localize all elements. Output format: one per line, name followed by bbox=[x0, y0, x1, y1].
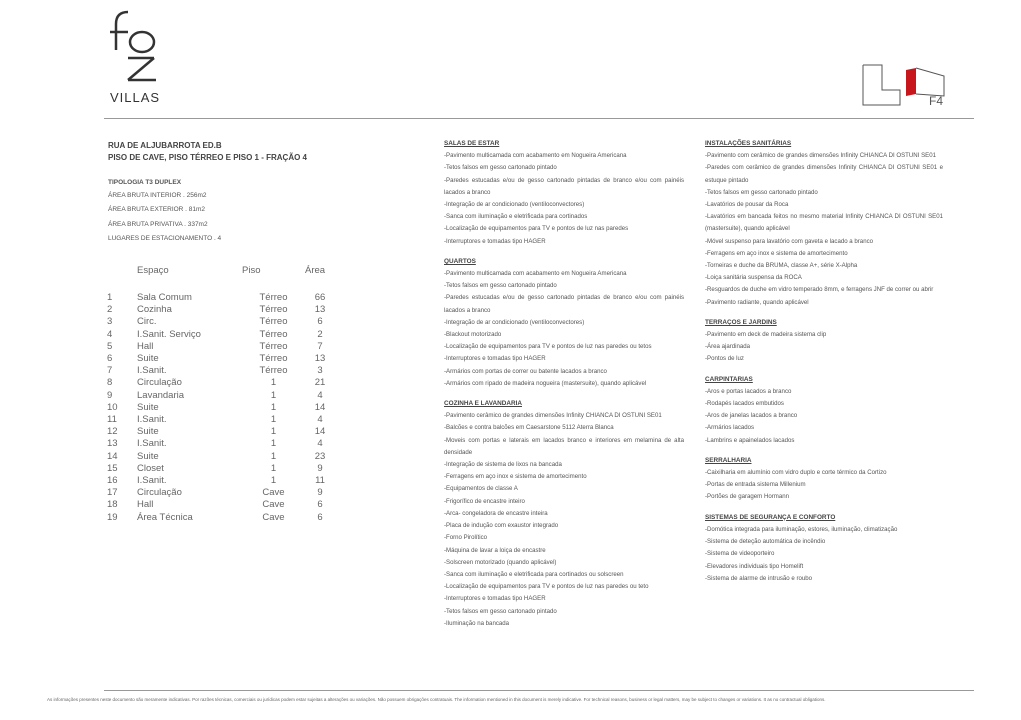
row-floor: Cave bbox=[262, 511, 285, 523]
list-item: -Máquina de lavar a loiça de encastre bbox=[444, 546, 546, 554]
list-item: -Balcões e contra balcões em Caesarstone 5112 Aterra Blanca bbox=[444, 424, 614, 432]
row-space: I.Sanit. bbox=[137, 438, 167, 450]
list-item: -Portas de entrada sistema Millenium bbox=[705, 481, 806, 489]
row-area: 6 bbox=[317, 511, 323, 523]
row-area: 4 bbox=[317, 414, 323, 426]
area-private: ÁREA BRUTA PRIVATIVA . 337m2 bbox=[108, 221, 208, 228]
row-number: 10 bbox=[107, 401, 118, 413]
finishes-column-middle bbox=[444, 138, 684, 638]
row-number: 5 bbox=[107, 340, 113, 352]
table-row bbox=[107, 402, 335, 414]
disclaimer: As informações presentes neste documento são meramente indicativas. Por razões técnicas, comerciais ou jurídicas podem estar sujeitas a alterações ou variações. Não possuem obrigações contratuais. The information mentioned in this document is merely indicative. For technical reasons, business or legal matters, may be subject to changes or variations. It as no contractual obligations. bbox=[47, 697, 826, 702]
typology: TIPOLOGIA T3 DUPLEX bbox=[108, 179, 182, 186]
table-row bbox=[107, 475, 335, 487]
list-item: -Lavatórios de pousar da Roca bbox=[705, 201, 789, 209]
row-floor: Térreo bbox=[259, 340, 288, 352]
row-number: 6 bbox=[107, 353, 113, 365]
floors-title: PISO DE CAVE, PISO TÉRREO E PISO 1 - FRAÇÃO 4 bbox=[108, 153, 307, 162]
row-floor: 1 bbox=[270, 401, 277, 413]
row-area: 13 bbox=[314, 304, 326, 316]
header-space: Espaço bbox=[137, 265, 169, 276]
row-space: Hall bbox=[137, 499, 154, 511]
list-item: -Interruptores e tomadas tipo HAGER bbox=[444, 237, 546, 245]
row-floor: 1 bbox=[270, 377, 277, 389]
row-floor: Térreo bbox=[259, 316, 288, 328]
row-space: Circulação bbox=[137, 377, 182, 389]
row-area: 14 bbox=[314, 426, 326, 438]
list-item: -Iluminação na bancada bbox=[444, 619, 510, 627]
row-space: Hall bbox=[137, 340, 154, 352]
table-row bbox=[107, 438, 335, 450]
list-item: -Pavimento cerâmico de grandes dimensões Infinity CHIANCA DI OSTUNI SE01 bbox=[444, 412, 662, 420]
table-row bbox=[107, 341, 335, 353]
list-item: -Pavimento radiante, quando aplicável bbox=[705, 298, 809, 306]
section-title: SERRALHARIA bbox=[705, 456, 752, 464]
row-floor: 1 bbox=[270, 426, 277, 438]
address-title: RUA DE ALJUBARROTA ED.B bbox=[108, 141, 222, 150]
list-item: -Sanca com iluminação e eletrificada para cortinados ou solscreen bbox=[444, 570, 624, 578]
list-item: -Pontos de luz bbox=[705, 355, 744, 363]
row-number: 12 bbox=[107, 426, 118, 438]
list-item: -Paredes estucadas e/ou de gesso cartonado pintadas de branco e/ou com painéis lacados a branco bbox=[444, 294, 684, 314]
row-number: 11 bbox=[107, 414, 117, 426]
list-item: -Pavimento multicamada com acabamento em Nogueira Americana bbox=[444, 270, 627, 278]
row-area: 66 bbox=[314, 292, 326, 303]
row-space: Suite bbox=[137, 426, 159, 438]
spaces-table-header bbox=[107, 265, 335, 292]
section-title: SISTEMAS DE SEGURANÇA E CONFORTO bbox=[705, 513, 836, 521]
table-row bbox=[107, 499, 335, 511]
table-row bbox=[107, 329, 335, 341]
list-item: -Sistema de deteção automática de incêndio bbox=[705, 538, 826, 546]
header-number bbox=[107, 265, 137, 292]
row-space: I.Sanit. bbox=[137, 365, 167, 377]
row-floor: 1 bbox=[270, 414, 277, 426]
finishes-section bbox=[444, 138, 684, 248]
row-area: 7 bbox=[317, 340, 323, 352]
list-item: -Tetos falsos em gesso cartonado pintado bbox=[444, 164, 557, 172]
row-floor: 1 bbox=[270, 389, 277, 401]
row-space: Circulação bbox=[137, 487, 182, 499]
row-area: 23 bbox=[314, 450, 326, 462]
table-row bbox=[107, 390, 335, 402]
row-floor: 1 bbox=[270, 438, 277, 450]
section-title: QUARTOS bbox=[444, 257, 476, 265]
table-row bbox=[107, 365, 335, 377]
list-item: -Resguardos de duche em vidro temperado 8mm, e ferragens JNF de correr ou abrir bbox=[705, 286, 934, 294]
list-item: -Portões de garagem Hormann bbox=[705, 493, 790, 501]
list-item: -Integração de ar condicionado (ventiloconvectores) bbox=[444, 201, 585, 209]
list-item: -Pavimento em deck de madeira sistema clip bbox=[705, 331, 827, 339]
list-item: -Caixilharia em alumínio com vidro duplo e corte térmico da Cortizo bbox=[705, 469, 887, 477]
row-space: Suite bbox=[137, 450, 159, 462]
list-item: -Solscreen motorizado (quando aplicável) bbox=[444, 558, 557, 566]
header-floor: Piso bbox=[242, 265, 261, 276]
list-item: -Torneiras e duche da BRUMA, classe A+, série X-Alpha bbox=[705, 262, 858, 270]
list-item: -Móvel suspenso para lavatório com gaveta e lacado a branco bbox=[705, 237, 874, 245]
list-item: -Sistema de videoporteiro bbox=[705, 550, 775, 558]
list-item: -Tetos falsos em gesso cartonado pintado bbox=[705, 188, 818, 196]
foz-logo-mark bbox=[108, 10, 168, 85]
row-space: Cozinha bbox=[137, 304, 172, 316]
row-number: 16 bbox=[107, 475, 118, 487]
spaces-table bbox=[107, 265, 335, 524]
row-area: 2 bbox=[317, 328, 323, 340]
finishes-section bbox=[705, 317, 943, 366]
row-area: 21 bbox=[314, 377, 326, 389]
row-area: 3 bbox=[317, 365, 323, 377]
row-space: Lavandaria bbox=[137, 389, 185, 401]
row-area: 4 bbox=[317, 389, 323, 401]
row-area: 4 bbox=[317, 438, 323, 450]
list-item: -Integração de ar condicionado (ventiloconvectores) bbox=[444, 318, 585, 326]
list-item: -Loiça sanitária suspensa da ROCA bbox=[705, 274, 802, 282]
row-area: 9 bbox=[317, 487, 323, 499]
table-row bbox=[107, 463, 335, 475]
finishes-section bbox=[705, 138, 943, 309]
row-number: 14 bbox=[107, 450, 118, 462]
row-space: I.Sanit. bbox=[137, 414, 167, 426]
table-row bbox=[107, 353, 335, 365]
list-item: -Localização de equipamentos para TV e pontos de luz nas paredes ou tetos bbox=[444, 343, 652, 351]
row-floor: Cave bbox=[262, 487, 285, 499]
table-row bbox=[107, 414, 335, 426]
row-number: 15 bbox=[107, 462, 118, 474]
row-space: Área Técnica bbox=[137, 511, 193, 523]
list-item: -Área ajardinada bbox=[705, 343, 751, 351]
row-number: 9 bbox=[107, 389, 113, 401]
list-item: -Sanca com iluminação e eletrificada para cortinados bbox=[444, 213, 588, 221]
header-divider bbox=[104, 118, 974, 119]
table-row bbox=[107, 292, 335, 304]
row-floor: 1 bbox=[270, 462, 277, 474]
row-number: 2 bbox=[107, 304, 113, 316]
list-item: -Interruptores e tomadas tipo HAGER bbox=[444, 355, 546, 363]
row-floor: Térreo bbox=[259, 353, 288, 365]
row-floor: Térreo bbox=[259, 365, 288, 377]
row-number: 17 bbox=[107, 487, 118, 499]
foz-logo bbox=[108, 10, 188, 85]
section-title: SALAS DE ESTAR bbox=[444, 140, 500, 147]
table-row bbox=[107, 316, 335, 328]
parking-spaces: LUGARES DE ESTACIONAMENTO . 4 bbox=[108, 235, 222, 242]
section-title: TERRAÇOS E JARDINS bbox=[705, 318, 777, 326]
header-area: Área bbox=[305, 265, 326, 276]
list-item: -Domótica integrada para iluminação, estores, iluminação, climatização bbox=[705, 525, 898, 533]
list-item: -Moveis com portas e laterais em lacados branco e interiores em melamina de alta densidade bbox=[444, 436, 684, 456]
list-item: -Ferragens em aço inox e sistema de amortecimento bbox=[444, 473, 587, 481]
row-space: Circ. bbox=[137, 316, 157, 328]
list-item: -Tetos falsos em gesso cartonado pintado bbox=[444, 282, 557, 290]
list-item: -Ferragens em aço inox e sistema de amortecimento bbox=[705, 249, 848, 257]
row-floor: Térreo bbox=[259, 292, 288, 303]
list-item: -Equipamentos de classe A bbox=[444, 485, 518, 493]
area-interior: ÁREA BRUTA INTERIOR . 256m2 bbox=[108, 192, 207, 199]
row-area: 13 bbox=[314, 353, 326, 365]
row-floor: Térreo bbox=[259, 304, 288, 316]
list-item: -Integração de sistema de lixos na bancada bbox=[444, 461, 562, 469]
list-item: -Aros de janelas lacados a branco bbox=[705, 412, 798, 420]
list-item: -Paredes estucadas e/ou de gesso cartonado pintadas de branco e/ou com painéis lacados a branco bbox=[444, 176, 684, 196]
list-item: -Tetos falsos em gesso cartonado pintado bbox=[444, 607, 557, 615]
row-area: 9 bbox=[317, 462, 323, 474]
list-item: -Lambrins e apainelados lacados bbox=[705, 436, 795, 444]
row-floor: Cave bbox=[262, 499, 285, 511]
section-title: COZINHA E LAVANDARIA bbox=[444, 400, 522, 408]
row-area: 14 bbox=[314, 401, 326, 413]
table-row bbox=[107, 304, 335, 316]
list-item: -Armários lacados bbox=[705, 424, 755, 432]
finishes-section bbox=[444, 398, 684, 630]
area-exterior: ÁREA BRUTA EXTERIOR . 81m2 bbox=[108, 206, 206, 213]
finishes-section bbox=[705, 455, 943, 504]
finishes-section bbox=[444, 256, 684, 390]
list-item: -Sistema de alarme de intrusão e roubo bbox=[705, 574, 813, 582]
list-item: -Placa de indução com exaustor integrado bbox=[444, 522, 559, 530]
row-floor: 1 bbox=[270, 450, 277, 462]
list-item: -Rodapés lacados embutidos bbox=[705, 400, 784, 408]
list-item: -Armários com portas de correr ou batente lacados a branco bbox=[444, 367, 607, 375]
row-space: Closet bbox=[137, 462, 164, 474]
section-title: CARPINTARIAS bbox=[705, 375, 753, 383]
row-space: Suite bbox=[137, 401, 159, 413]
list-item: -Forno Pirolítico bbox=[444, 534, 488, 542]
row-number: 19 bbox=[107, 511, 118, 523]
list-item: -Armários com ripado de madeira nogueira (mastersuite), quando aplicável bbox=[444, 379, 647, 387]
table-row bbox=[107, 377, 335, 389]
list-item: -Elevadores individuais tipo Homelift bbox=[705, 562, 804, 570]
table-row bbox=[107, 487, 335, 499]
row-area: 11 bbox=[315, 475, 325, 487]
finishes-column-right bbox=[705, 138, 943, 593]
row-area: 6 bbox=[317, 499, 323, 511]
list-item: -Blackout motorizado bbox=[444, 331, 502, 339]
finishes-section bbox=[705, 512, 943, 585]
row-number: 4 bbox=[107, 328, 113, 340]
list-item: -Pavimento com cerâmico de grandes dimensões Infinity CHIANCA DI OSTUNI SE01 bbox=[705, 152, 936, 160]
row-floor: 1 bbox=[270, 475, 277, 487]
row-number: 18 bbox=[107, 499, 118, 511]
table-row bbox=[107, 512, 335, 524]
row-space: I.Sanit. Serviço bbox=[137, 328, 201, 340]
row-space: I.Sanit. bbox=[137, 475, 167, 487]
row-floor: Térreo bbox=[259, 328, 288, 340]
footer-divider bbox=[104, 690, 974, 691]
row-space: Suite bbox=[137, 353, 159, 365]
table-row bbox=[107, 451, 335, 463]
row-space: Sala Comum bbox=[137, 292, 192, 303]
brand-name: VILLAS bbox=[110, 90, 161, 105]
section-title: INSTALAÇÕES SANITÁRIAS bbox=[705, 140, 792, 147]
row-number: 8 bbox=[107, 377, 113, 389]
list-item: -Paredes com cerâmico de grandes dimensões Infinity CHIANCA DI OSTUNI SE01 e estuque pintado bbox=[705, 164, 943, 184]
row-number: 3 bbox=[107, 316, 113, 328]
row-number: 13 bbox=[107, 438, 118, 450]
row-area: 6 bbox=[317, 316, 323, 328]
list-item: -Localização de equipamentos para TV e pontos de luz nas paredes bbox=[444, 225, 629, 233]
list-item: -Interruptores e tomadas tipo HAGER bbox=[444, 595, 546, 603]
table-row bbox=[107, 426, 335, 438]
list-item: -Arca- congeladora de encastre inteira bbox=[444, 509, 548, 517]
list-item: -Pavimento multicamada com acabamento em Nogueira Americana bbox=[444, 152, 627, 160]
row-number: 1 bbox=[107, 292, 113, 303]
list-item: -Localização de equipamentos para TV e pontos de luz nas paredes ou teto bbox=[444, 583, 649, 591]
fraction-label: F4 bbox=[929, 94, 944, 108]
row-number: 7 bbox=[107, 365, 113, 377]
finishes-section bbox=[705, 374, 943, 447]
list-item: -Frigorífico de encastre inteiro bbox=[444, 497, 525, 505]
list-item: -Lavatórios em bancada feitos no mesmo material Infinity CHIANCA DI OSTUNI SE01 (mastersuite), quando aplicável bbox=[705, 213, 943, 233]
list-item: -Aros e portas lacados a branco bbox=[705, 387, 792, 395]
